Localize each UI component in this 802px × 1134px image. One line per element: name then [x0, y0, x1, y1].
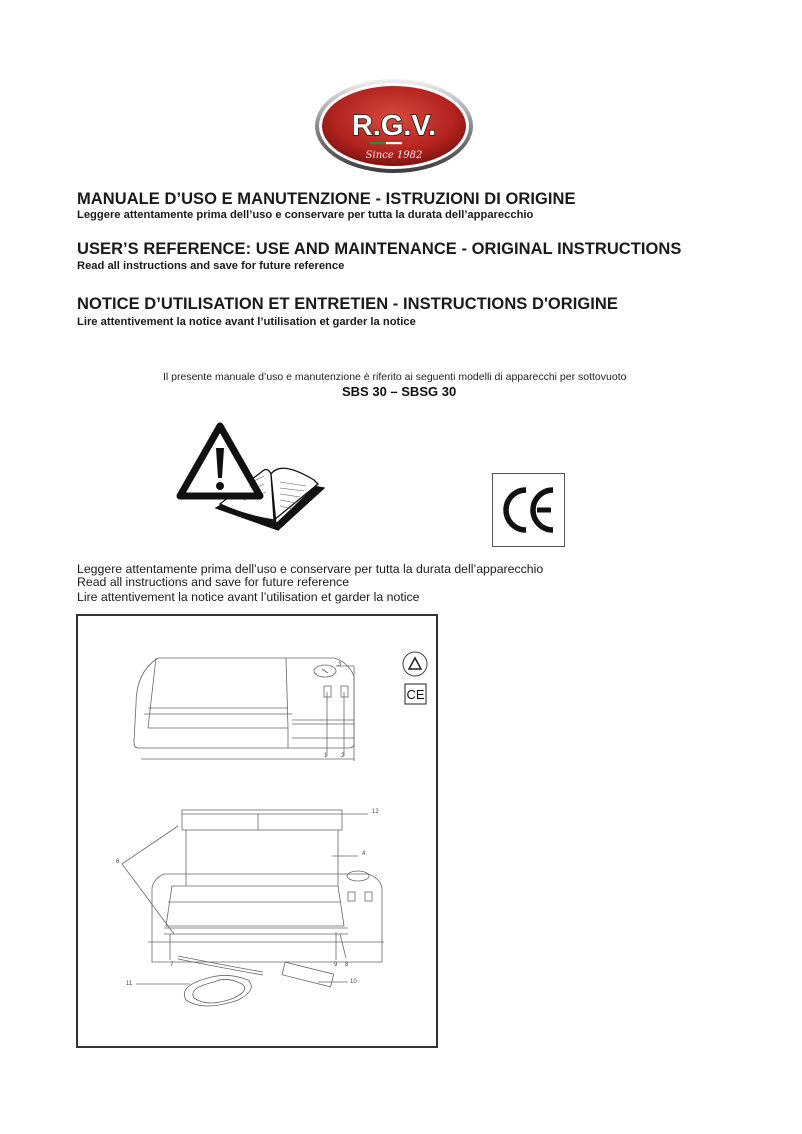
title-french: NOTICE D’UTILISATION ET ENTRETIEN - INSTRUCTIONS D'ORIGINE	[77, 295, 618, 313]
callout-6: 6	[116, 859, 120, 865]
ce-mark-small	[405, 684, 426, 704]
callout-11: 11	[126, 981, 133, 987]
subtitle-french: Lire attentivement la notice avant l’utilisation et garder la notice	[77, 316, 416, 328]
callout-12: 12	[372, 809, 379, 815]
callout-7: 7	[170, 962, 174, 968]
notice-line-english: Read all instructions and save for future reference	[77, 575, 350, 589]
svg-text:R.G.V.: R.G.V.	[351, 110, 437, 142]
callout-1: 1	[324, 753, 328, 759]
callout-10: 10	[350, 979, 357, 985]
models-intro: Il presente manuale d’uso e manutenzione è riferito ai seguenti modelli di apparecchi per sottovuoto	[163, 371, 627, 383]
callout-2: 2	[341, 753, 345, 759]
ce-mark	[492, 473, 565, 547]
subtitle-italian: Leggere attentamente prima dell’uso e conservare per tutta la durata dell’apparecchio	[77, 209, 534, 221]
warning-read-manual-icon	[176, 420, 336, 548]
notice-line-french: Lire attentivement la notice avant l’utilisation et garder la notice	[77, 590, 420, 604]
notice-line-italian: Leggere attentamente prima dell’uso e conservare per tutta la durata dell’apparecchio	[77, 562, 544, 576]
title-english: USER’S REFERENCE: USE AND MAINTENANCE - ORIGINAL INSTRUCTIONS	[77, 240, 682, 258]
rgv-logo	[314, 78, 474, 174]
title-italian: MANUALE D’USO E MANUTENZIONE - ISTRUZIONI DI ORIGINE	[77, 190, 576, 208]
product-diagram-box	[76, 614, 438, 1048]
callout-8: 8	[345, 962, 349, 968]
models-list: SBS 30 – SBSG 30	[342, 384, 457, 399]
svg-text:CE: CE	[406, 687, 425, 702]
subtitle-english: Read all instructions and save for future reference	[77, 260, 345, 272]
safety-certification-mark	[403, 652, 427, 676]
callout-9: 9	[334, 962, 338, 968]
callout-3: 3	[338, 662, 342, 668]
callout-4: 4	[362, 851, 366, 857]
svg-text:Since 1982: Since 1982	[365, 150, 423, 161]
